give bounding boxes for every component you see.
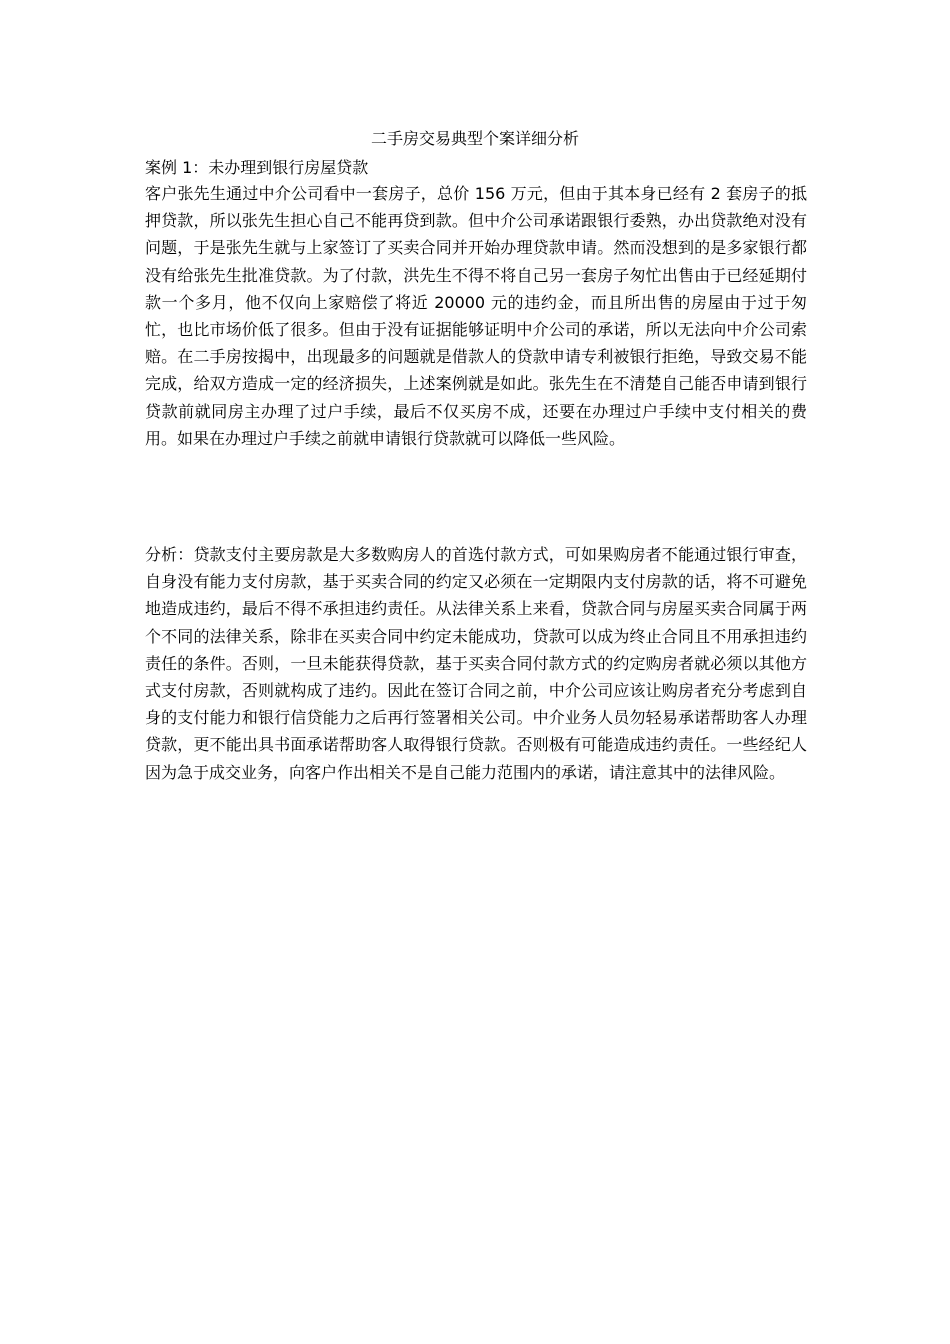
analysis-paragraph: 分析：贷款支付主要房款是大多数购房人的首选付款方式，可如果购房者不能通过银行审查，自身没有能力支付房款，基于买卖合同的约定又必须在一定期限内支付房款的话，将不可避免地造成违约，最后不得不承担违约责任。从法律关系上来看，贷款合同与房屋买卖合同属于两个不同的法律关系，除非在买卖合同中约定未能成功，贷款可以成为终止合同且不用承担违约责任的条件。否则，一旦未能获得贷款，基于买卖合同付款方式的约定购房者就必须以其他方式支付房款，否则就构成了违约。因此在签订合同之前，中介公司应该让购房者充分考虑到自身的支付能力和银行信贷能力之后再行签署相关公司。中介业务人员勿轻易承诺帮助客人办理贷款，更不能出具书面承诺帮助客人取得银行贷款。否则极有可能造成违约责任。一些经纪人因为急于成交业务，向客户作出相关不是自己能力范围内的承诺，请注意其中的法律风险。 [145, 545, 807, 782]
case-heading: 案例 1：未办理到银行房屋贷款 [145, 158, 369, 177]
document-title: 二手房交易典型个案详细分析 [370, 129, 579, 148]
case-body-paragraph: 客户张先生通过中介公司看中一套房子，总价 156 万元，但由于其本身已经有 2 套房子的抵押贷款，所以张先生担心自己不能再贷到款。但中介公司承诺跟银行委熟，办出贷款绝对没有问题，于是张先生就与上家签订了买卖合同并开始办理贷款申请。然而没想到的是多家银行都没有给张先生批准贷款。为了付款，洪先生不得不将自己另一套房子匆忙出售由于已经延期付款一个多月，他不仅向上家赔偿了将近 20000 元的违约金，而且所出售的房屋由于过于匆忙，也比市场价低了很多。但由于没有证据能够证明中介公司的承诺，所以无法向中介公司索赔。在二手房按揭中，出现最多的问题就是借款人的贷款申请专利被银行拒绝，导致交易不能完成，给双方造成一定的经济损失，上述案例就是如此。张先生在不清楚自己能否申请到银行贷款前就同房主办理了过户手续，最后不仅买房不成，还要在办理过户手续中支付相关的费用。如果在办理过户手续之前就申请银行贷款就可以降低一些风险。 [145, 184, 807, 448]
